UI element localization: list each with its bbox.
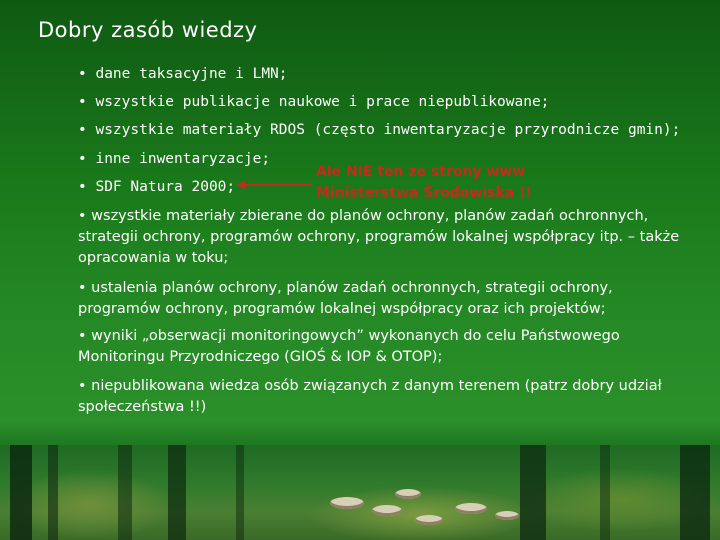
annotation-note <box>316 162 532 204</box>
arrow-left-icon <box>236 180 312 190</box>
fungus <box>455 503 487 514</box>
bullet-item: • inne inwentaryzacje; <box>78 151 271 167</box>
bullet-item: • niepublikowana wiedza osób związanych z danym terenem (patrz dobry udział społeczeństwa !!) <box>78 378 662 415</box>
bullet-item: • wszystkie materiały zbierane do planów ochrony, planów zadań ochronnych, strategii ochrony, programów ochrony, programów lokalnej współpracy itp. – także opracowania w toku; <box>78 208 680 266</box>
fungus <box>395 489 421 499</box>
tree-trunk <box>118 445 132 540</box>
tree-trunk <box>236 445 244 540</box>
tree-trunk <box>680 445 710 540</box>
fungus <box>415 515 443 525</box>
bullet-item: • wyniki „obserwacji monitoringowych” wykonanych do celu Państwowego Monitoringu Przyrodniczego (GIOŚ & IOP & OTOP); <box>78 328 620 365</box>
annotation-line-1: Ale NIE ten ze strony www <box>316 164 526 180</box>
forest-photo <box>0 445 720 540</box>
bullet-item: • wszystkie materiały RDOS (często inwentaryzacje przyrodnicze gmin); <box>78 122 681 138</box>
fungus <box>495 511 519 520</box>
tree-trunk <box>10 445 32 540</box>
annotation-line-2: Ministerstwa Środowiska !! <box>316 185 532 201</box>
bullet-item: • wszystkie publikacje naukowe i prace niepublikowane; <box>78 94 550 110</box>
tree-trunk <box>600 445 610 540</box>
slide-title: Dobry zasób wiedzy <box>38 18 258 42</box>
fungus <box>372 505 402 516</box>
bullet-item: • SDF Natura 2000; <box>78 179 236 195</box>
tree-trunk <box>168 445 186 540</box>
tree-trunk <box>520 445 546 540</box>
tree-trunk <box>48 445 58 540</box>
bullet-item: • dane taksacyjne i LMN; <box>78 66 288 82</box>
bullet-item: • ustalenia planów ochrony, planów zadań ochronnych, strategii ochrony, programów ochrony, programów lokalnej współpracy oraz ich projektów; <box>78 280 613 317</box>
fungus <box>330 497 364 509</box>
